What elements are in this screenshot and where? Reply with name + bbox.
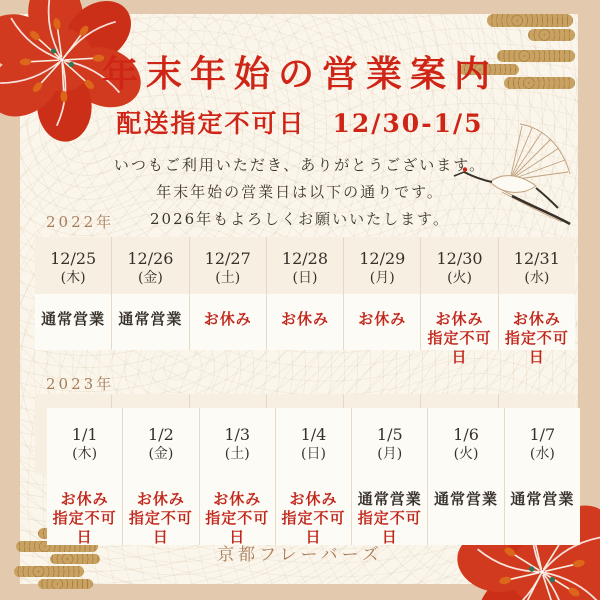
table-column (343, 237, 420, 350)
date-cell (421, 237, 497, 294)
status-label: お休み (358, 310, 407, 328)
table-column (420, 237, 497, 366)
date-cell (267, 237, 343, 294)
date-label: 1/3 (224, 425, 251, 444)
table-column (498, 237, 575, 366)
status-label: 通常営業 (118, 310, 183, 328)
date-label: 12/26 (127, 249, 174, 268)
weekday-label: (水) (524, 270, 550, 286)
status-cell (35, 294, 111, 350)
date-cell (352, 408, 427, 484)
date-label: 1/2 (148, 425, 174, 444)
status-cell (267, 294, 343, 350)
status-label: お休み (289, 490, 338, 508)
date-label: 1/7 (529, 425, 556, 444)
status-label: 指定不可日 (52, 509, 117, 546)
table-column (35, 237, 111, 350)
status-label: お休み (512, 310, 561, 328)
status-label: お休み (136, 490, 185, 508)
date-cell (276, 408, 351, 484)
status-label: 通常営業 (434, 490, 499, 508)
date-cell (505, 408, 580, 484)
table-column (275, 408, 351, 545)
status-cell (123, 484, 198, 547)
status-label: お休み (435, 310, 484, 328)
status-cell (505, 484, 580, 509)
date-cell (47, 408, 122, 484)
gold-cloud-icon (38, 579, 93, 589)
weekday-label: (月) (377, 446, 403, 462)
date-cell (123, 408, 198, 484)
status-label: 指定不可日 (205, 509, 270, 546)
weekday-label: (日) (292, 270, 318, 286)
brand-name: 京都フレーバーズ (217, 545, 383, 565)
status-cell (112, 294, 188, 350)
status-label: お休み (203, 310, 252, 328)
status-cell (499, 294, 575, 366)
status-cell (421, 294, 497, 366)
delivery-restriction-notice: 配送指定不可日 12/30-1/5 (116, 109, 484, 138)
table-column (427, 408, 503, 545)
status-label: 指定不可日 (281, 509, 346, 546)
date-label: 12/27 (204, 249, 251, 268)
weekday-label: (水) (529, 446, 555, 462)
weekday-label: (土) (215, 270, 241, 286)
date-label: 12/30 (436, 249, 483, 268)
date-label: 1/1 (71, 425, 98, 444)
year-label-2022: 2022年 (46, 213, 115, 231)
status-label: 指定不可日 (504, 329, 569, 366)
table-column (122, 408, 198, 545)
schedule-table-2023 (47, 408, 580, 545)
status-label: 指定不可日 (128, 509, 193, 546)
gold-cloud-icon (487, 14, 573, 27)
status-cell (190, 294, 266, 350)
status-label: お休み (60, 490, 109, 508)
date-cell (428, 408, 503, 484)
table-column (199, 408, 275, 545)
gold-cloud-icon (14, 566, 84, 577)
date-cell (112, 237, 188, 294)
greeting-line: 2026年もよろしくお願いいたします。 (150, 210, 450, 228)
status-label: 通常営業 (510, 490, 575, 508)
date-cell (35, 237, 111, 294)
status-cell (352, 484, 427, 547)
status-cell (276, 484, 351, 547)
weekday-label: (日) (301, 446, 326, 462)
year-label-2023: 2023年 (46, 375, 115, 393)
weekday-label: (金) (148, 446, 174, 462)
gold-cloud-icon (528, 29, 575, 41)
status-label: お休み (280, 310, 329, 328)
page-title: 年末年始の営業案内 (101, 53, 498, 95)
weekday-label: (火) (453, 446, 479, 462)
date-label: 12/29 (359, 249, 406, 268)
date-cell (499, 237, 575, 294)
weekday-label: (土) (224, 446, 250, 462)
date-label: 1/4 (300, 425, 327, 444)
date-cell (190, 237, 266, 294)
weekday-label: (火) (447, 270, 473, 286)
status-label: 通常営業 (357, 490, 422, 508)
date-cell (200, 408, 275, 484)
weekday-label: (木) (72, 446, 98, 462)
date-label: 12/28 (281, 249, 329, 268)
status-label: お休み (213, 490, 262, 508)
status-cell (200, 484, 275, 547)
schedule-table-2022 (35, 237, 575, 366)
table-column (351, 408, 427, 545)
status-cell (344, 294, 420, 350)
status-label: 指定不可日 (357, 509, 422, 546)
status-cell (47, 484, 122, 547)
table-column (111, 237, 188, 350)
status-label: 指定不可日 (427, 329, 492, 366)
date-cell (344, 237, 420, 294)
date-label: 12/25 (50, 249, 97, 268)
date-label: 1/5 (376, 425, 403, 444)
table-column (47, 408, 122, 545)
greeting-line: いつもご利用いただき、ありがとうございます。 (113, 156, 487, 174)
status-label: 通常営業 (41, 310, 106, 328)
table-column (504, 408, 580, 545)
table-column (266, 237, 343, 350)
weekday-label: (金) (137, 270, 163, 286)
table-column (189, 237, 266, 350)
weekday-label: (木) (60, 270, 86, 286)
date-label: 12/31 (513, 249, 560, 268)
weekday-label: (月) (369, 270, 395, 286)
status-cell (428, 484, 503, 509)
date-label: 1/6 (453, 425, 479, 444)
greeting-line: 年末年始の営業日は以下の通りです。 (156, 183, 444, 201)
